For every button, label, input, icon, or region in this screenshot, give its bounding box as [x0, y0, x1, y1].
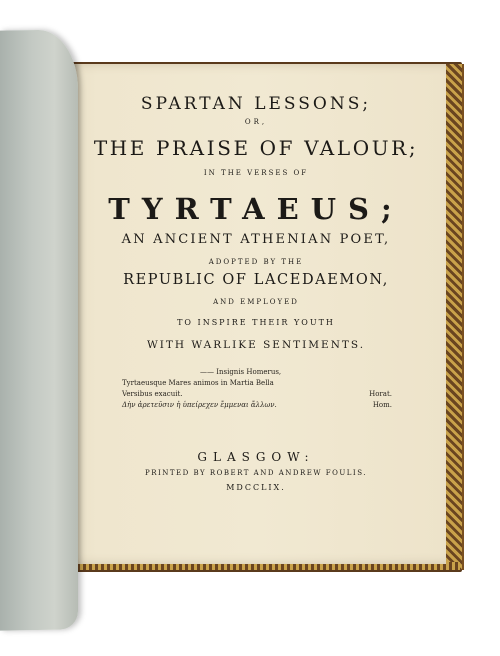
epigraph-line-2: Tyrtaeusque Mares animos in Martia Bella	[122, 379, 274, 387]
in-verses-line: IN THE VERSES OF	[203, 169, 309, 177]
epigraph-line-3: Versibus exacuit.	[122, 390, 183, 398]
author-name: TYRTAEUS;	[108, 192, 404, 226]
republic-line: REPUBLIC OF LACEDAEMON,	[123, 272, 389, 288]
or-line: OR,	[244, 118, 268, 126]
title-page-text	[66, 64, 446, 564]
epigraph-attribution-horace: Horat.	[369, 390, 392, 398]
epigraph-line-greek: Δὴν ἀρετεῦσιν ἠ ὑπείρεχεν ἔμμεναι ἄλλων.	[122, 401, 277, 409]
imprint-year: MDCCLIX.	[226, 483, 286, 492]
book-subtitle: THE PRAISE OF VALOUR;	[93, 136, 419, 160]
imprint-printer: PRINTED BY ROBERT AND ANDREW FOULIS.	[145, 469, 367, 477]
inspire-line: TO INSPIRE THEIR YOUTH	[177, 318, 335, 327]
gilt-border-right	[444, 64, 464, 570]
epigraph	[122, 368, 392, 412]
epigraph-attribution-homer: Hom.	[372, 401, 392, 409]
adopted-line: ADOPTED BY THE	[208, 258, 304, 266]
imprint-place: GLASGOW:	[197, 450, 315, 464]
employed-line: AND EMPLOYED	[213, 298, 299, 306]
book-title: SPARTAN LESSONS;	[140, 94, 372, 114]
warlike-line: WITH WARLIKE SENTIMENTS.	[146, 339, 366, 351]
author-description: AN ANCIENT ATHENIAN POET,	[121, 232, 391, 247]
epigraph-line-1: —— Insignis Homerus,	[200, 368, 282, 376]
